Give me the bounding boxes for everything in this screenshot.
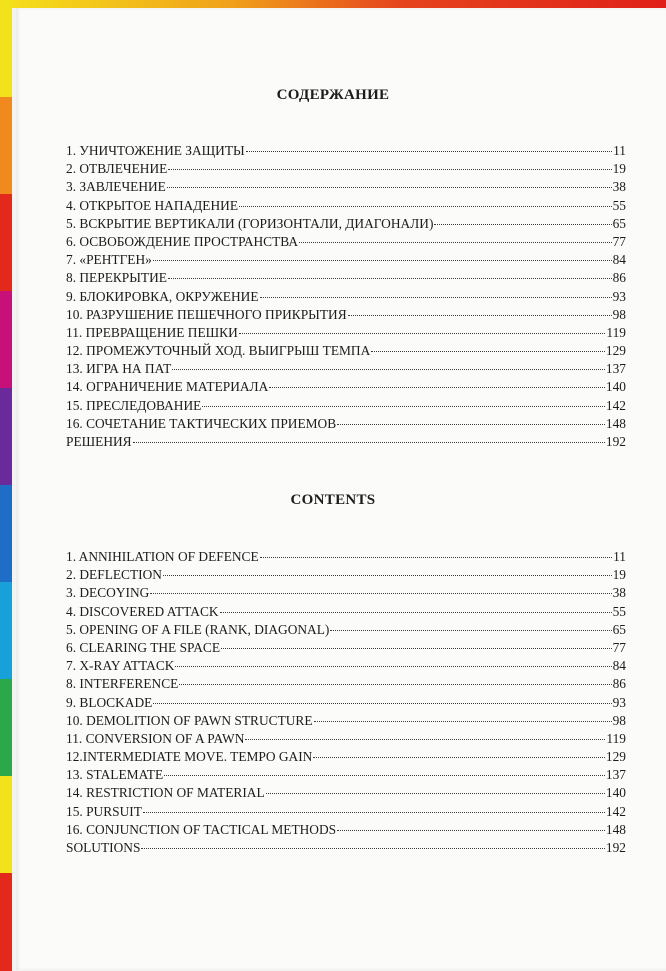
toc-entry: [66, 657, 626, 675]
dot-leader: [269, 387, 605, 388]
dot-leader: [239, 206, 612, 207]
dot-leader: [153, 703, 611, 704]
dot-leader: [220, 612, 612, 613]
toc-entry-title: 7. «РЕНТГЕН»: [66, 252, 152, 268]
dot-leader: [164, 775, 605, 776]
toc-entry-page-number: 84: [612, 658, 626, 674]
dot-leader: [314, 721, 612, 722]
dot-leader: [163, 575, 612, 576]
toc-entry: [66, 342, 626, 360]
toc-entry-title: 14. ОГРАНИЧЕНИЕ МАТЕРИАЛА: [66, 379, 269, 395]
toc-entry-page-number: 19: [612, 567, 626, 583]
toc-entry: [66, 269, 626, 287]
dot-leader: [153, 260, 612, 261]
toc-entry: [66, 784, 626, 802]
toc-entry-page-number: 119: [606, 324, 626, 340]
toc-entry: [66, 397, 626, 415]
toc-entry-page-number: 11: [613, 143, 626, 158]
toc-entry: [66, 748, 626, 766]
dot-leader: [175, 666, 611, 667]
toc-entry-title: 6. ОСВОБОЖДЕНИЕ ПРОСТРАНСТВА: [66, 233, 299, 249]
toc-entry-title: 2. DEFLECTION: [66, 567, 162, 583]
dot-leader: [167, 187, 612, 188]
toc-entry-title: РЕШЕНИЯ: [66, 434, 132, 449]
toc-entry: [66, 566, 626, 584]
toc-entry-page-number: 98: [612, 306, 626, 322]
toc-entry-title: 13. ИГРА НА ПАТ: [66, 361, 172, 377]
dot-leader: [266, 793, 605, 794]
toc-entry: [66, 548, 626, 566]
toc-entry-title: 10. DEMOLITION OF PAWN STRUCTURE: [66, 712, 313, 728]
toc-entry: [66, 730, 626, 748]
toc-entry: [66, 712, 626, 730]
toc-entry-title: 16. CONJUNCTION OF TACTICAL METHODS: [66, 821, 337, 837]
toc-entry: [66, 360, 626, 378]
toc-entry-page-number: 86: [612, 270, 626, 286]
toc-entry-page-number: 93: [612, 288, 626, 304]
toc-entry-page-number: 137: [605, 767, 626, 783]
toc-entry: [66, 766, 626, 784]
toc-entry-page-number: 19: [612, 161, 626, 177]
toc-entry-page-number: 192: [605, 434, 626, 449]
toc-entry-page-number: 119: [606, 730, 626, 746]
ru-contents-list: [66, 142, 626, 451]
dot-leader: [371, 351, 605, 352]
dot-leader: [299, 242, 612, 243]
toc-entry-page-number: 192: [605, 840, 626, 855]
dot-leader: [141, 848, 605, 849]
spine-color-segment: [0, 873, 12, 971]
toc-entry-page-number: 148: [605, 415, 626, 431]
toc-entry: [66, 288, 626, 306]
top-color-band: [0, 0, 666, 8]
toc-entry-page-number: 55: [612, 603, 626, 619]
toc-entry: [66, 839, 626, 857]
toc-entry-page-number: 140: [605, 785, 626, 801]
toc-entry-title: 8. ПЕРЕКРЫТИЕ: [66, 270, 167, 286]
toc-entry-page-number: 86: [612, 676, 626, 692]
toc-entry-title: 2. ОТВЛЕЧЕНИЕ: [66, 161, 168, 177]
toc-entry: [66, 197, 626, 215]
toc-entry-title: 10. РАЗРУШЕНИЕ ПЕШЕЧНОГО ПРИКРЫТИЯ: [66, 306, 347, 322]
spine-color-segment: [0, 582, 12, 680]
toc-entry-title: 7. X-RAY ATTACK: [66, 658, 175, 674]
en-contents-heading: CONTENTS: [290, 492, 376, 508]
dot-leader: [260, 557, 612, 558]
toc-entry-title: 4. DISCOVERED ATTACK: [66, 603, 219, 619]
spine-color-segment: [0, 0, 12, 98]
spine-color-segment: [0, 291, 12, 389]
toc-entry-title: 11. ПРЕВРАЩЕНИЕ ПЕШКИ: [66, 324, 238, 340]
dot-leader: [337, 424, 605, 425]
toc-entry-page-number: 148: [605, 821, 626, 837]
toc-entry-page-number: 38: [612, 179, 626, 195]
toc-entry-title: 4. ОТКРЫТОЕ НАПАДЕНИЕ: [66, 197, 239, 213]
toc-entry: [66, 324, 626, 342]
spine-color-segment: [0, 776, 12, 874]
dot-leader: [168, 278, 612, 279]
dot-leader: [168, 169, 611, 170]
toc-entry-page-number: 129: [605, 343, 626, 359]
dot-leader: [179, 684, 611, 685]
dot-leader: [172, 369, 605, 370]
toc-entry-page-number: 38: [612, 585, 626, 601]
toc-entry: [66, 433, 626, 451]
toc-entry: [66, 142, 626, 160]
en-contents-list: [66, 548, 626, 857]
toc-entry-page-number: 77: [612, 639, 626, 655]
toc-entry: [66, 803, 626, 821]
spine-color-segment: [0, 388, 12, 486]
toc-entry: [66, 584, 626, 602]
toc-entry-title: 15. PURSUIT: [66, 803, 142, 819]
toc-entry: [66, 178, 626, 196]
toc-entry-title: 9. БЛОКИРОВКА, ОКРУЖЕНИЕ: [66, 288, 259, 304]
toc-entry: [66, 675, 626, 693]
toc-entry-title: 13. STALEMATE: [66, 767, 164, 783]
toc-entry: [66, 821, 626, 839]
toc-entry-page-number: 142: [605, 803, 626, 819]
dot-leader: [221, 648, 612, 649]
toc-entry: [66, 603, 626, 621]
dot-leader: [434, 224, 611, 225]
toc-entry-title: 12. ПРОМЕЖУТОЧНЫЙ ХОД. ВЫИГРЫШ ТЕМПА: [66, 343, 371, 359]
toc-entry-page-number: 129: [605, 749, 626, 765]
dot-leader: [150, 593, 611, 594]
ru-contents-heading: СОДЕРЖАНИЕ: [276, 87, 390, 103]
dot-leader: [348, 315, 612, 316]
toc-entry: [66, 251, 626, 269]
toc-entry: [66, 621, 626, 639]
toc-entry-title: 3. ЗАВЛЕЧЕНИЕ: [66, 179, 166, 195]
toc-entry: [66, 215, 626, 233]
toc-entry-title: 5. ВСКРЫТИЕ ВЕРТИКАЛИ (ГОРИЗОНТАЛИ, ДИАГОНАЛИ): [66, 215, 434, 231]
dot-leader: [260, 297, 612, 298]
toc-entry-title: 6. CLEARING THE SPACE: [66, 639, 221, 655]
toc-entry-page-number: 140: [605, 379, 626, 395]
toc-entry-title: 16. СОЧЕТАНИЕ ТАКТИЧЕСКИХ ПРИЕМОВ: [66, 415, 337, 431]
toc-entry-page-number: 77: [612, 233, 626, 249]
spine-color-segment: [0, 679, 12, 777]
toc-entry-page-number: 11: [613, 549, 626, 564]
toc-entry-title: SOLUTIONS: [66, 840, 141, 855]
dot-leader: [330, 630, 611, 631]
toc-entry: [66, 306, 626, 324]
toc-entry-title: 12.INTERMEDIATE MOVE. TEMPO GAIN: [66, 749, 313, 765]
dot-leader: [239, 333, 606, 334]
toc-entry-page-number: 98: [612, 712, 626, 728]
dot-leader: [313, 757, 605, 758]
toc-entry: [66, 694, 626, 712]
toc-entry: [66, 378, 626, 396]
toc-entry-title: 9. BLOCKADE: [66, 694, 153, 710]
toc-entry-page-number: 137: [605, 361, 626, 377]
dot-leader: [246, 151, 612, 152]
toc-entry-page-number: 65: [612, 215, 626, 231]
toc-entry-title: 11. CONVERSION OF A PAWN: [66, 730, 245, 746]
toc-entry: [66, 160, 626, 178]
toc-entry-title: 3. DECOYING: [66, 585, 150, 601]
toc-entry-title: 14. RESTRICTION OF MATERIAL: [66, 785, 265, 801]
dot-leader: [337, 830, 605, 831]
dot-leader: [133, 442, 605, 443]
toc-entry: [66, 639, 626, 657]
toc-entry: [66, 233, 626, 251]
dot-leader: [202, 406, 605, 407]
dot-leader: [245, 739, 605, 740]
dot-leader: [143, 812, 605, 813]
toc-entry-page-number: 65: [612, 621, 626, 637]
toc-entry-page-number: 55: [612, 197, 626, 213]
toc-entry-title: 8. INTERFERENCE: [66, 676, 179, 692]
toc-entry-page-number: 84: [612, 252, 626, 268]
toc-entry-title: 1. УНИЧТОЖЕНИЕ ЗАЩИТЫ: [66, 143, 245, 158]
toc-entry-page-number: 142: [605, 397, 626, 413]
toc-entry-page-number: 93: [612, 694, 626, 710]
toc-entry-title: 15. ПРЕСЛЕДОВАНИЕ: [66, 397, 202, 413]
spine-color-segment: [0, 97, 12, 195]
toc-entry-title: 1. ANNIHILATION OF DEFENCE: [66, 549, 259, 564]
spine-color-segment: [0, 194, 12, 292]
toc-entry-title: 5. OPENING OF A FILE (RANK, DIAGONAL): [66, 621, 330, 637]
toc-entry: [66, 415, 626, 433]
